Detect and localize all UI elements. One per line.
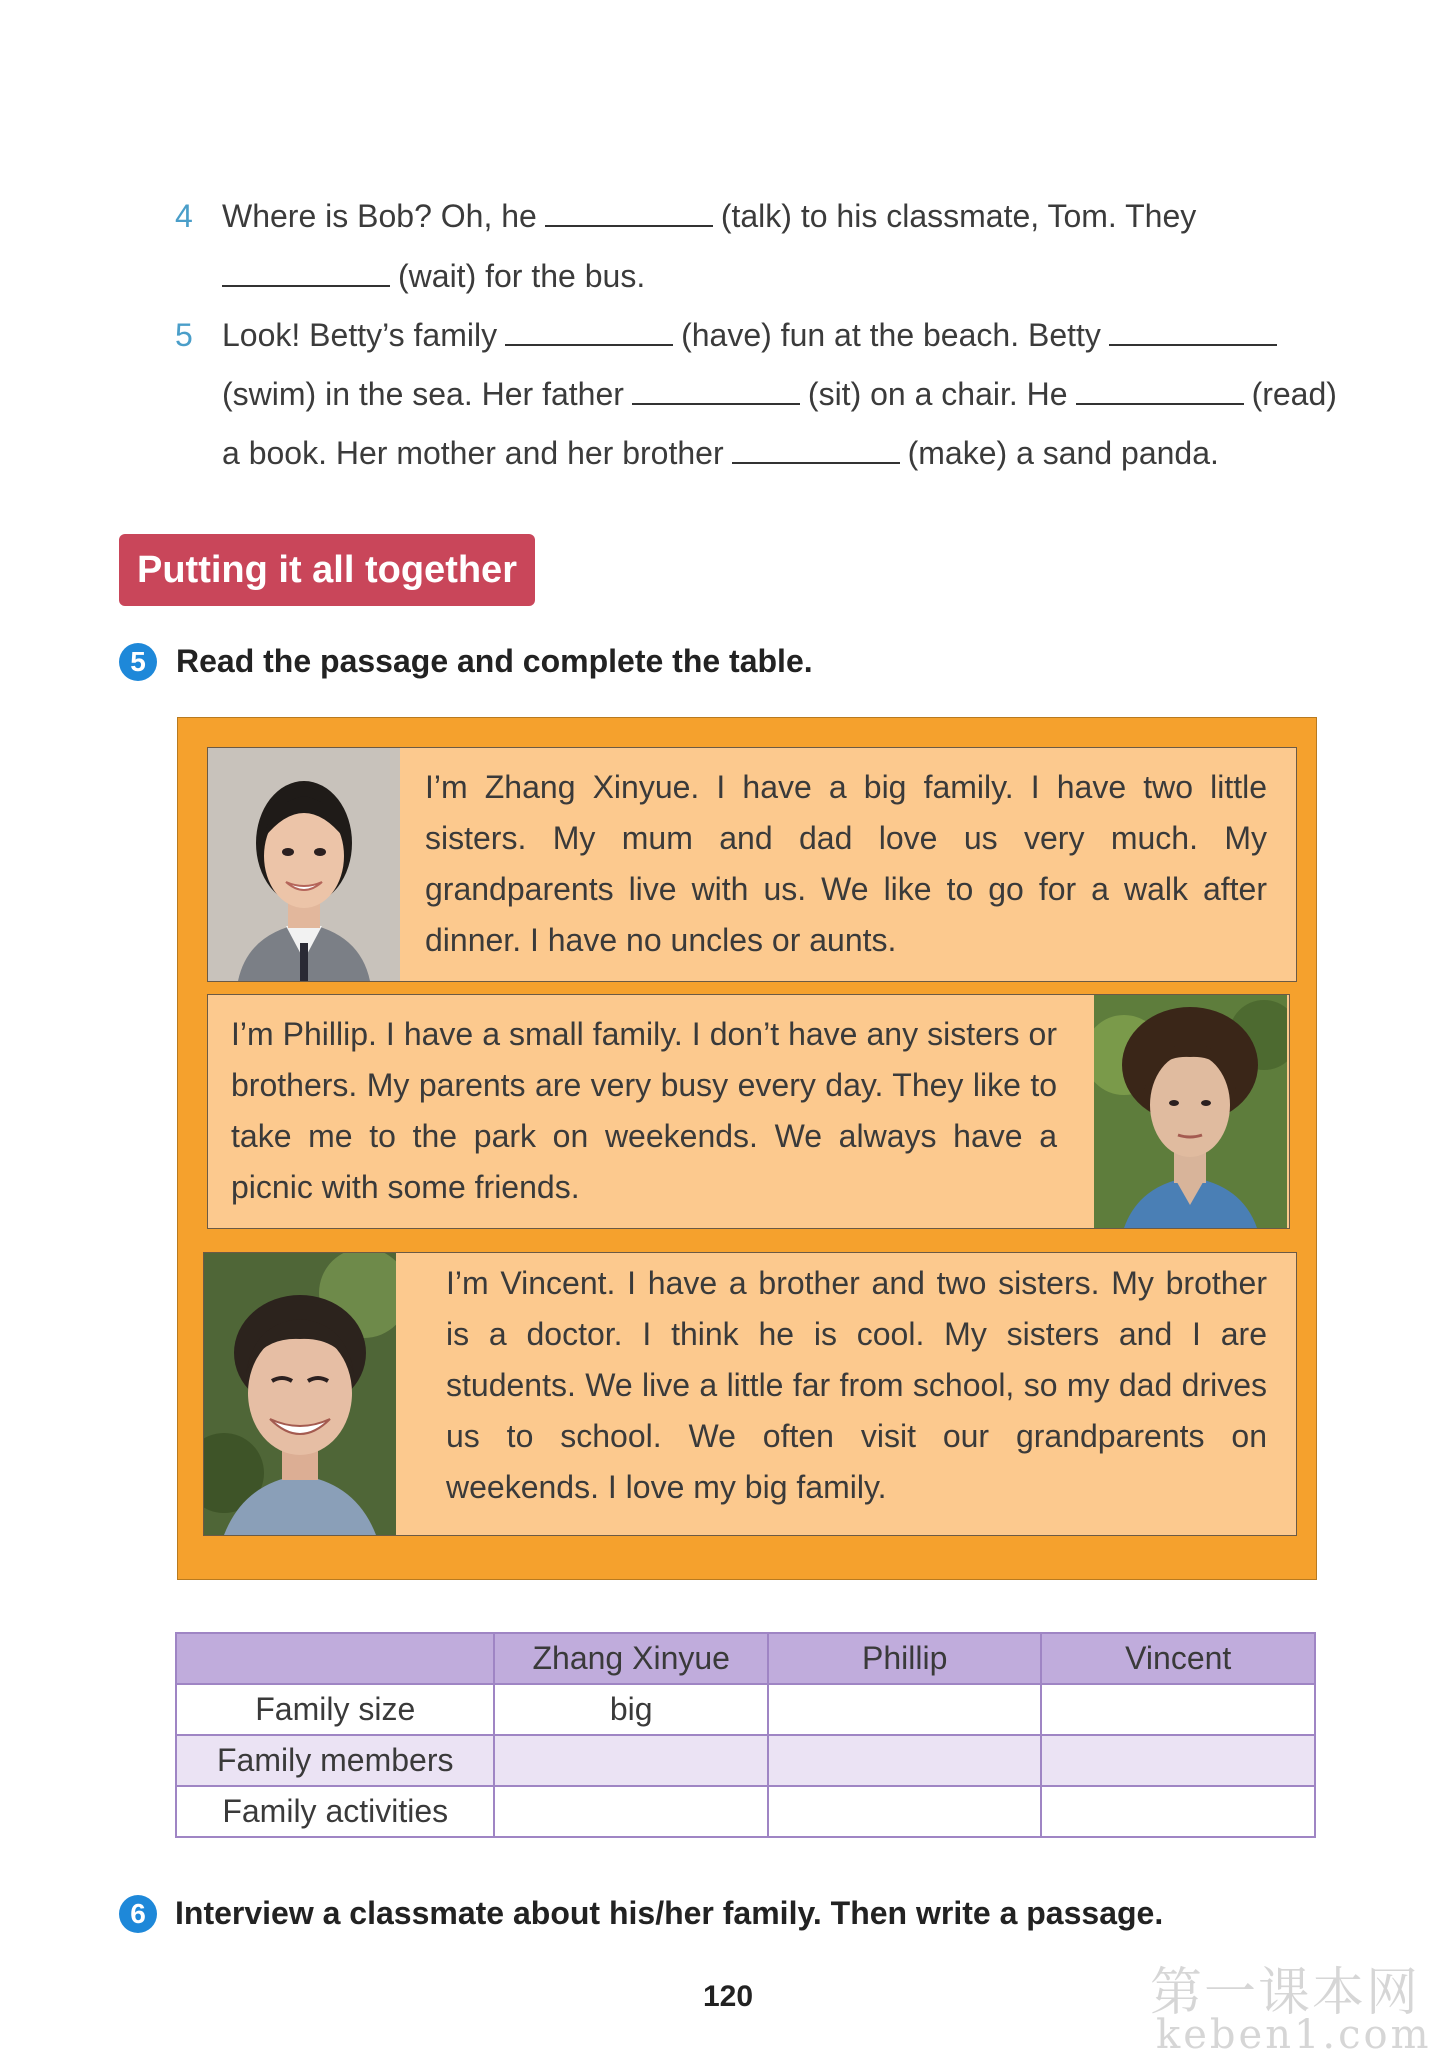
- sentence-text: (swim) in the sea. Her father: [222, 376, 624, 412]
- answer-blank[interactable]: [545, 199, 713, 227]
- table-header-cell: [176, 1633, 494, 1684]
- exercise-line: [222, 433, 1219, 473]
- passage-text-vincent: I’m Vincent. I have a brother and two sisters. My brother is a doctor. I think he is cool. My sisters and I are students. We live a little far from school, so my dad drives us to school. We often visit our grandparents on weekends. I love my big family.: [446, 1265, 1267, 1505]
- answer-blank[interactable]: [505, 318, 673, 346]
- sentence-text: Look! Betty’s family: [222, 317, 498, 353]
- task-number-badge: 6: [119, 1895, 157, 1933]
- sentence-text: (wait) for the bus.: [398, 258, 646, 294]
- table-header-row: [176, 1633, 1315, 1684]
- answer-cell[interactable]: big: [494, 1684, 768, 1735]
- answer-cell[interactable]: [494, 1786, 768, 1837]
- sentence-text: (talk) to his classmate, Tom. They: [720, 198, 1197, 234]
- sentence-text: (have) fun at the beach. Betty: [681, 317, 1101, 353]
- exercise-item-number: 4: [175, 198, 193, 234]
- exercise-item-number: 5: [175, 317, 193, 353]
- answer-blank[interactable]: [632, 377, 800, 405]
- watermark-url: keben1.com: [1156, 2012, 1432, 2058]
- table-header-cell: Phillip: [768, 1633, 1041, 1684]
- sentence-text: (read): [1251, 376, 1337, 412]
- answer-cell[interactable]: [494, 1735, 768, 1786]
- answer-cell[interactable]: [768, 1735, 1041, 1786]
- table-header-cell: Zhang Xinyue: [494, 1633, 768, 1684]
- section-banner: Putting it all together: [119, 534, 535, 606]
- task-number-badge: 5: [119, 643, 157, 681]
- answer-blank[interactable]: [1076, 377, 1244, 405]
- row-label-cell: Family activities: [176, 1786, 494, 1837]
- answer-blank[interactable]: [732, 436, 900, 464]
- answer-cell[interactable]: [1041, 1735, 1315, 1786]
- sentence-text: (sit) on a chair. He: [807, 376, 1068, 412]
- watermark-text: 第一课本网: [1150, 1963, 1421, 2023]
- exercise-line: [222, 315, 1285, 355]
- exercise-line: [222, 196, 1196, 236]
- sentence-text: (make) a sand panda.: [907, 435, 1219, 471]
- sentence-text: a book. Her mother and her brother: [222, 435, 724, 471]
- answer-cell[interactable]: [1041, 1786, 1315, 1837]
- row-label-cell: Family members: [176, 1735, 494, 1786]
- answer-cell[interactable]: [768, 1786, 1041, 1837]
- page-number: 120: [702, 1980, 754, 2013]
- completion-table: [175, 1632, 1316, 1838]
- task-instruction: Interview a classmate about his/her family. Then write a passage.: [175, 1895, 1164, 1931]
- passage-text-phillip: I’m Phillip. I have a small family. I don’t have any sisters or brothers. My parents are very busy every day. They like to take me to the park on weekends. We always have a picnic with some friends.: [231, 1016, 1057, 1205]
- portrait-phillip-photo: [1094, 995, 1287, 1228]
- answer-cell[interactable]: [1041, 1684, 1315, 1735]
- table-row: [176, 1786, 1315, 1837]
- sentence-text: Where is Bob? Oh, he: [222, 198, 537, 234]
- table-row: [176, 1735, 1315, 1786]
- table-header-cell: Vincent: [1041, 1633, 1315, 1684]
- answer-cell[interactable]: [768, 1684, 1041, 1735]
- row-label-cell: Family size: [176, 1684, 494, 1735]
- task-instruction: Read the passage and complete the table.: [176, 643, 813, 679]
- exercise-line: [222, 256, 645, 296]
- exercise-line: [222, 374, 1337, 414]
- answer-blank[interactable]: [1109, 318, 1277, 346]
- answer-blank[interactable]: [222, 259, 390, 287]
- passage-text-zhang: I’m Zhang Xinyue. I have a big family. I have two little sisters. My mum and dad love us very much. My grandparents live with us. We like to go for a walk after dinner. I have no uncles or aunts.: [425, 769, 1267, 958]
- table-row: [176, 1684, 1315, 1735]
- portrait-vincent-photo: [204, 1253, 396, 1535]
- portrait-girl-photo: [208, 748, 400, 981]
